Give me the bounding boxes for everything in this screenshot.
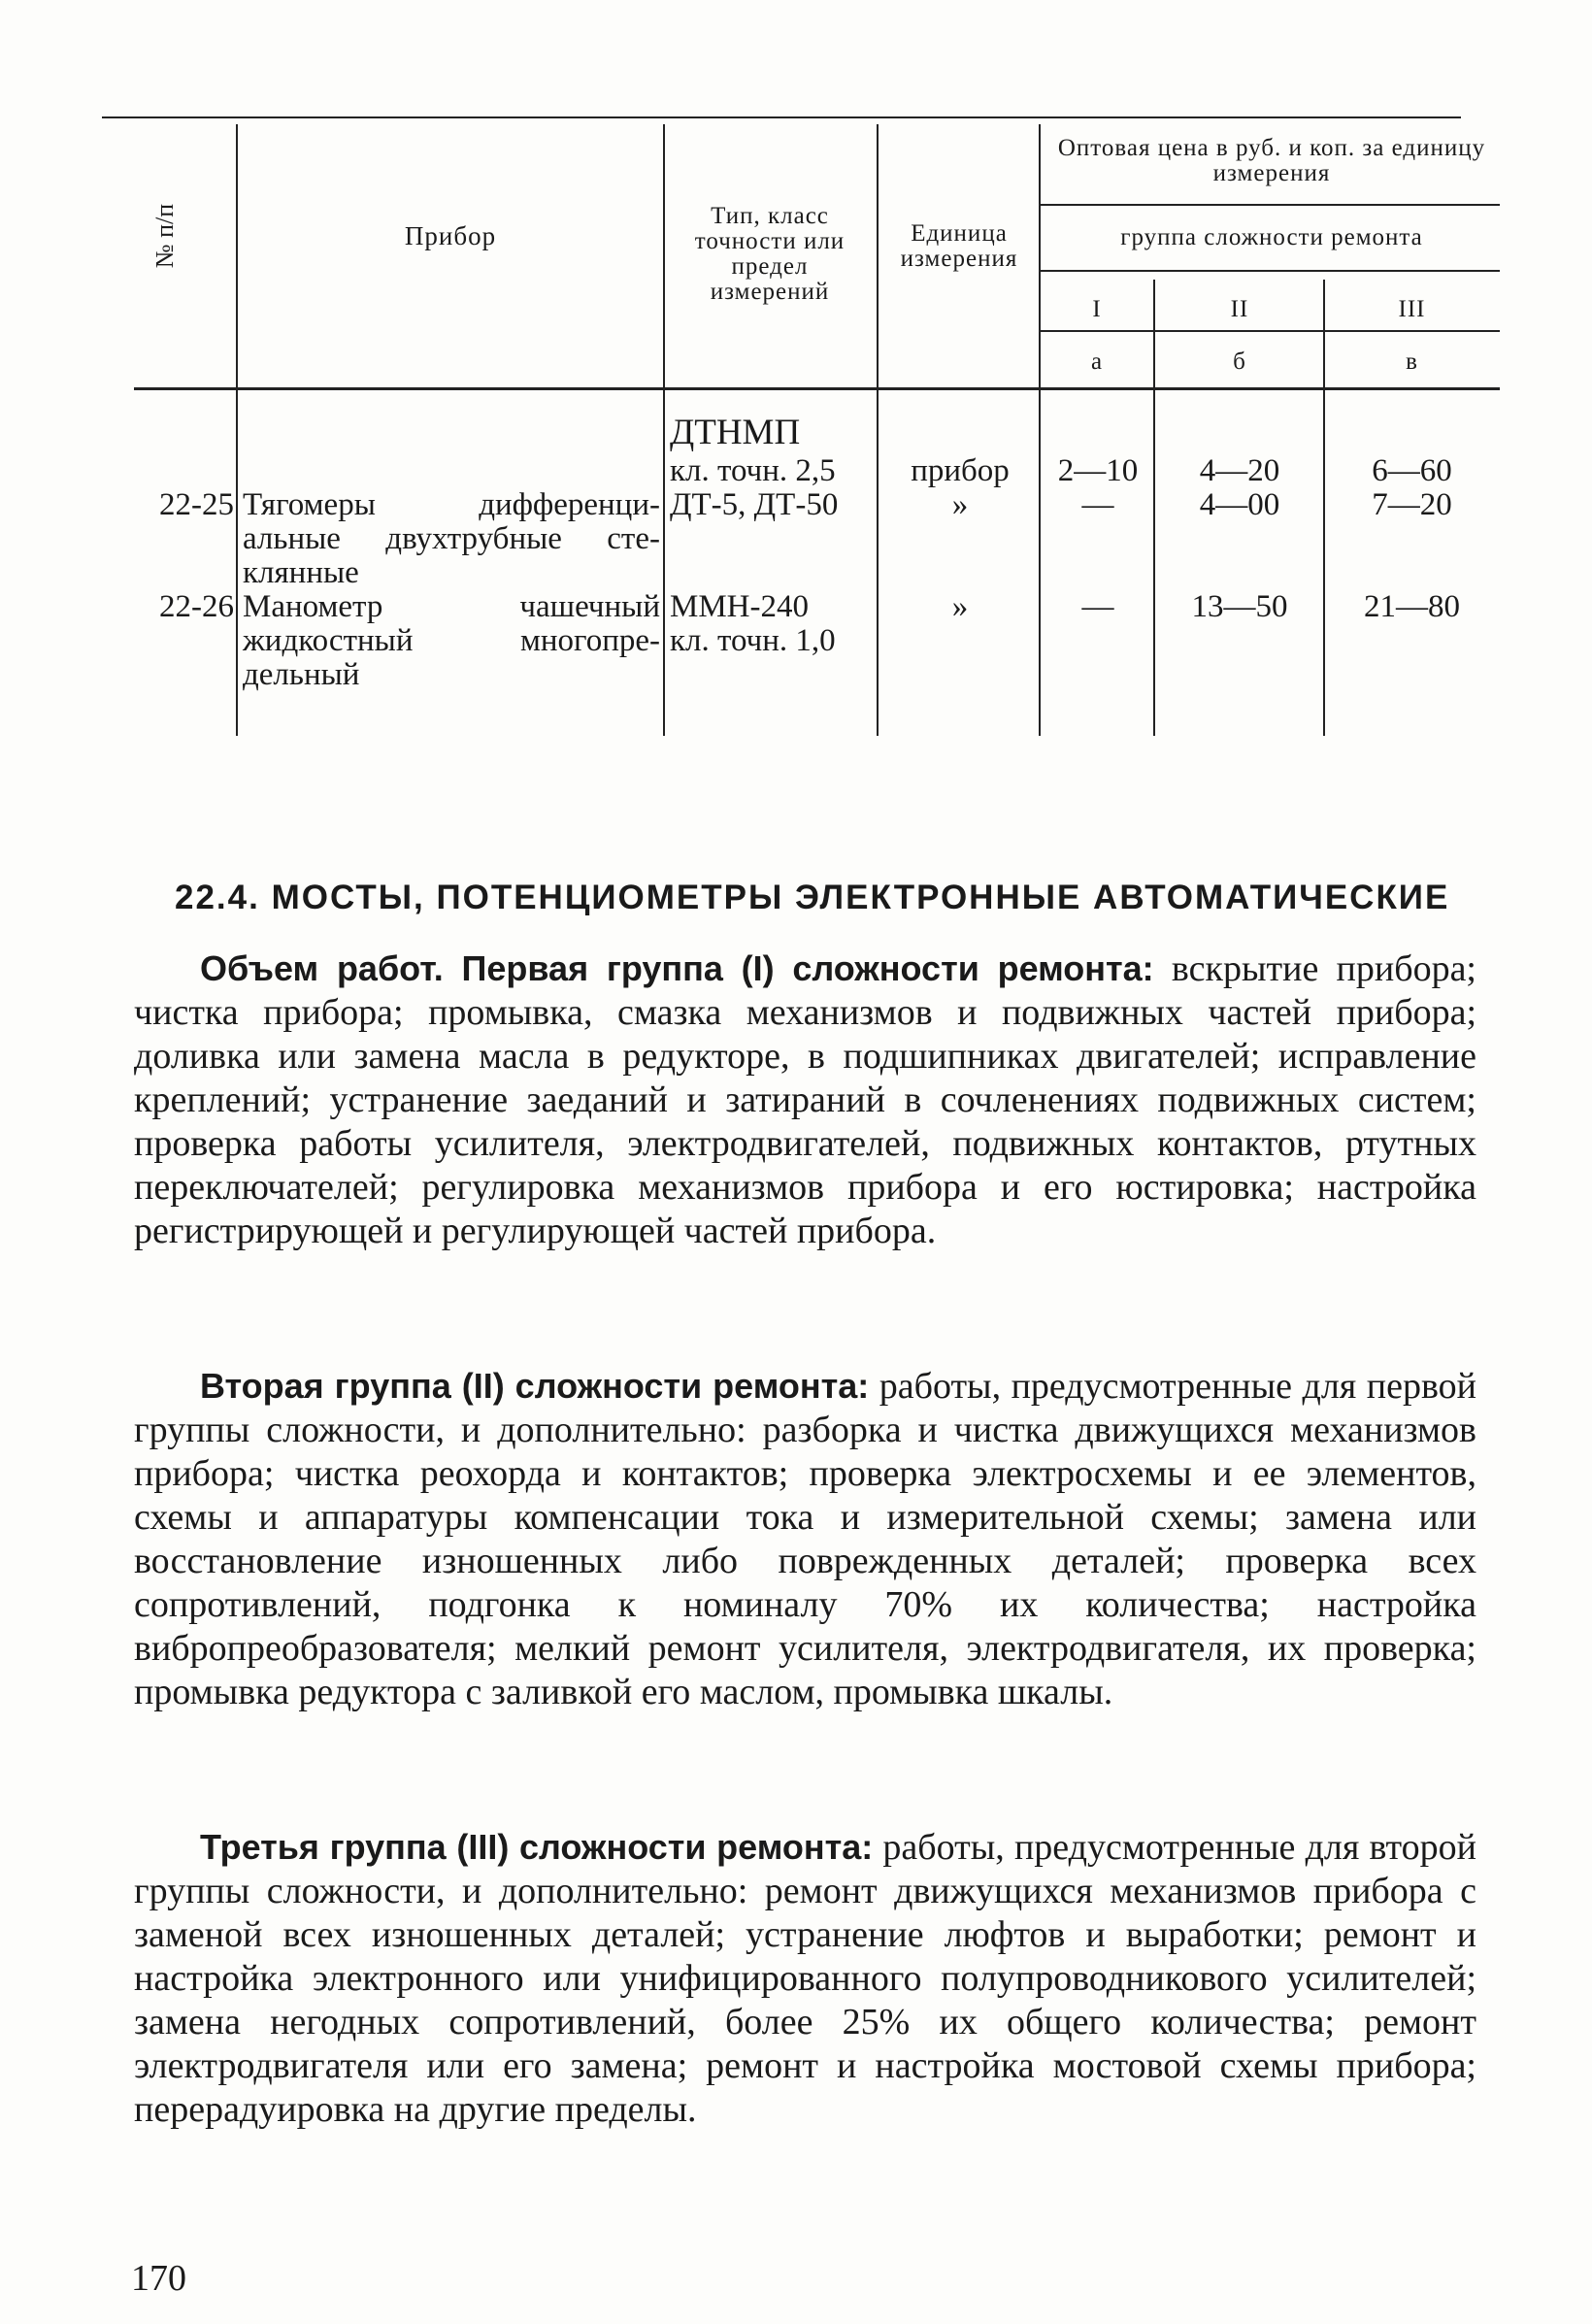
row-2-unit: » <box>951 589 969 624</box>
col-line-4 <box>1039 124 1041 736</box>
section-title: 22.4. МОСТЫ, ПОТЕНЦИОМЕТРЫ ЭЛЕКТРОННЫЕ АВТОМАТИЧЕСКИЕ <box>175 879 1450 916</box>
group-number-1: I <box>1092 296 1102 322</box>
row-1-unit-line-1: прибор <box>911 453 1010 488</box>
row-2-device-line-2: жидкостный многопре- <box>243 623 660 658</box>
col-line-6 <box>1323 280 1325 736</box>
table-top-rule <box>102 116 1461 118</box>
row-2-num: 22-26 <box>159 589 234 624</box>
row-1-g2-line-2: 4—00 <box>1199 487 1280 522</box>
col-line-5 <box>1153 280 1155 736</box>
header-num: № п/п <box>150 203 179 269</box>
row-1-device-line-1: Тягомеры дифференци- <box>243 487 660 522</box>
group-letter-b: б <box>1233 349 1246 375</box>
row-1-g3-line-2: 7—20 <box>1372 487 1452 522</box>
paragraph-1-lead: Объем работ. Первая группа (I) сложности ремонта: <box>200 948 1154 988</box>
header-device: Прибор <box>404 221 497 250</box>
col-line-1 <box>236 124 238 736</box>
page-number: 170 <box>131 2258 186 2299</box>
group-number-3: III <box>1398 296 1426 322</box>
paragraph-2-text: работы, предусмотренные для первой группы сложности, и дополнительно: разборка и чистка движущихся механизмов прибора; чистка реохорда и контактов; проверка электросхемы и ее элементов, схемы и аппаратуры компенсации тока и измерительной схемы; замена или восстановление изношенных либо поврежденных деталей; проверка всех сопротивлений, подгонка к номиналу 70% их количества; настройка вибропреобразователя; мелкий ремонт усилителя, электродвигателя, их проверка; промывка редуктора с заливкой его маслом, промывка шкалы. <box>134 1366 1476 1712</box>
row-1-unit-line-2: » <box>951 487 969 522</box>
paragraph-2-lead: Вторая группа (II) сложности ремонта: <box>200 1366 870 1406</box>
header-group-title: группа сложности ремонта <box>1120 224 1423 250</box>
row-1-device-line-3: клянные <box>243 555 359 590</box>
paragraph-3-lead: Третья группа (III) сложности ремонта: <box>200 1827 874 1867</box>
row-1-type-line-1: кл. точн. 2,5 <box>670 453 836 488</box>
group-letter-a: а <box>1090 349 1104 375</box>
header-price-title: Оптовая цена в руб. и коп. за единицу измерения <box>1057 135 1486 186</box>
row-1-device-line-2: альные двухтрубные сте- <box>243 521 660 556</box>
row-1-g1-line-1: 2—10 <box>1057 453 1139 488</box>
row-1-num: 22-25 <box>159 487 234 522</box>
header-unit: Единица измерения <box>900 220 1018 272</box>
col-line-3 <box>877 124 879 736</box>
row-1-type-top: ДТНМП <box>670 413 801 452</box>
row-1-g1-line-2: — <box>1081 487 1114 522</box>
paragraph-1-text: вскрытие прибора; чистка прибора; промывка, смазка механизмов и подвижных частей прибора; доливка или замена масла в редукторе, в подшипниках двигателей; исправление креплений; устранение заеданий и затираний в сочленениях подвижных систем; проверка работы усилителя, электродвигателей, подвижных контактов, ртутных переключателей; регулировка механизмов прибора и его юстировка; настройка регистрирующей и регулирующей частей прибора. <box>134 948 1476 1251</box>
row-1-g2-line-1: 4—20 <box>1199 453 1280 488</box>
row-1-g3-line-1: 6—60 <box>1372 453 1452 488</box>
paragraph-group-2 <box>134 1364 1476 1714</box>
row-1-type-line-2: ДТ-5, ДТ-50 <box>670 487 839 522</box>
paragraph-3-text: работы, предусмотренные для второй группы сложности, и дополнительно: ремонт движущихся механизмов прибора с заменой всех изношенных деталей; устранение люфтов и выработки; ремонт и настройка электронного или унифицированного полупроводникового усилителей; замена негодных сопротивлений, более 25% их общего количества; ремонт электродвигателя или его замена; ремонт и настройка мостовой схемы прибора; перерадуировка на другие пределы. <box>134 1827 1476 2130</box>
group-title-rule <box>1039 270 1500 272</box>
group-number-2: II <box>1230 296 1249 322</box>
row-2-type-line-2: кл. точн. 1,0 <box>670 623 836 658</box>
col-line-2 <box>663 124 665 736</box>
header-bottom-rule <box>134 387 1500 390</box>
row-2-g1: — <box>1081 589 1114 624</box>
price-table <box>131 115 1500 736</box>
row-2-g3: 21—80 <box>1364 589 1460 624</box>
row-2-type-line-1: ММН-240 <box>670 589 810 624</box>
paragraph-group-3 <box>134 1825 1476 2132</box>
header-type: Тип, класс точности или предел измерений <box>694 203 846 305</box>
row-2-g2: 13—50 <box>1191 589 1288 624</box>
group-number-rule <box>1039 330 1500 332</box>
row-2-device-line-3: дельный <box>243 657 360 692</box>
paragraph-group-1 <box>134 946 1476 1253</box>
price-title-rule <box>1039 204 1500 206</box>
row-2-device-line-1: Манометр чашечный <box>243 589 660 624</box>
group-letter-v: в <box>1406 349 1418 375</box>
